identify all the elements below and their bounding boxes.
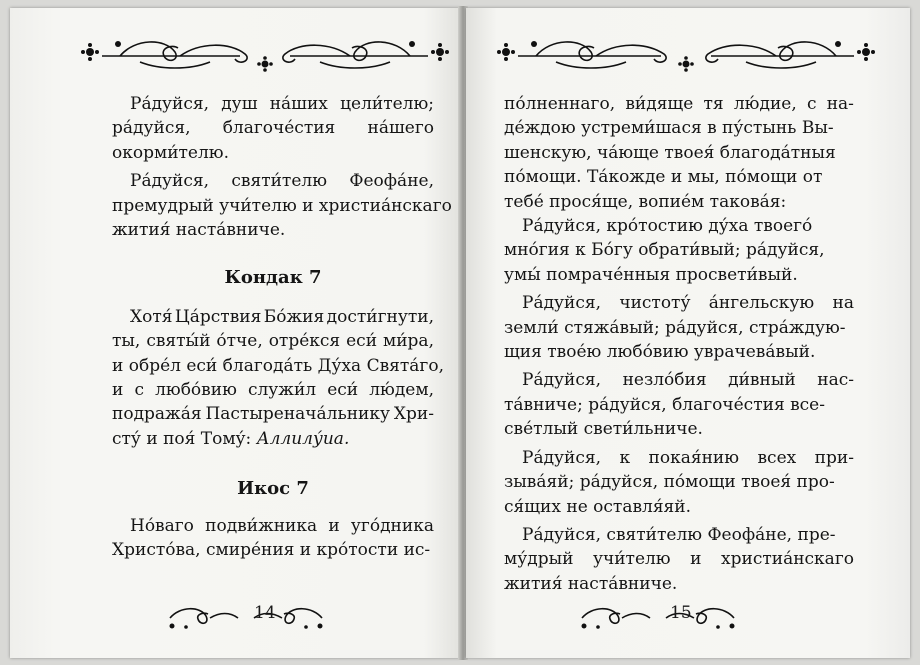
text-line: по́лненнаго, ви́дяще тя лю́дие, с на- — [504, 94, 854, 114]
text-line: жития́ наста́вниче. — [504, 573, 678, 594]
alleluia-text: Аллилу́иа. — [256, 428, 350, 449]
text-line: та́вниче; ра́дуйся, благоче́стия все- — [504, 394, 825, 415]
text-line: Но́ваго подви́жника и уго́дника — [130, 515, 434, 536]
text-line: ра́дуйся, благоче́стия на́шего — [112, 118, 434, 139]
text-line: подража́я Пастыренача́льнику Хри- — [112, 404, 434, 425]
text-line: Хотя́ Ца́рствия Бо́жия дости́гнути, — [130, 306, 434, 327]
text-line: окорми́телю. — [112, 142, 229, 163]
text-line: тебе́ прося́ще, вопие́м такова́я: — [504, 191, 787, 212]
left-page — [10, 8, 460, 658]
text-line: по́мощи. Та́кожде и мы, по́мощи от — [504, 167, 823, 188]
text-line: му́дрый учи́телю и христиа́нскаго — [504, 549, 854, 570]
text-line: сту́ и поя́ Тому́: Аллилу́иа. — [112, 428, 350, 449]
ikos-heading: Икос 7 — [237, 478, 309, 500]
text-line: Ра́дуйся, незло́бия ди́вный нас- — [522, 370, 854, 391]
text-line: Христо́ва, смире́ния и кро́тости ис- — [112, 540, 431, 561]
text-line: ты, святы́й о́тче, отре́кся еси́ ми́ра, — [112, 331, 434, 352]
text-line: шенскую, ча́юще твоея́ благода́тныя — [504, 142, 836, 163]
kontakion-heading: Кондак 7 — [224, 267, 322, 289]
page-number: 15 — [670, 603, 692, 623]
floral-footer-ornament-icon — [578, 602, 738, 632]
right-page — [466, 8, 910, 658]
right-page-text — [504, 92, 854, 596]
text-line: мно́гия к Бо́гу обрати́вый; ра́дуйся, — [504, 240, 825, 261]
text-line: Ра́дуйся, чистоту́ а́нгельскую на — [522, 293, 854, 314]
floral-ornament-icon — [80, 34, 450, 74]
text-line: жития́ наста́вниче. — [112, 220, 286, 241]
text-line: зыва́яй; ра́дуйся, по́мощи твоея́ про- — [504, 472, 835, 493]
floral-ornament-icon — [496, 34, 876, 74]
text-line: Ра́дуйся, к покая́нию всех при- — [522, 447, 854, 468]
left-page-text — [112, 92, 452, 563]
text-line: ся́щих не оставля́яй. — [504, 496, 692, 517]
text-line: све́тлый свети́льниче. — [504, 419, 703, 440]
text-line: Ра́дуйся, святи́телю Феофа́не, — [130, 171, 434, 192]
text-line: Ра́дуйся, душ на́ших цели́телю; — [130, 94, 434, 114]
text-line: де́ждою устреми́шася в пу́стынь Вы- — [504, 118, 834, 139]
text-line: Ра́дуйся, святи́телю Феофа́не, пре- — [522, 524, 836, 545]
text-line: щия твое́ю любо́вию уврачева́вый. — [504, 342, 816, 363]
text-line: и обре́л еси́ благода́ть Ду́ха Свята́го, — [112, 355, 444, 376]
text-line: премудрый учи́телю и христиа́нскаго — [112, 195, 452, 216]
page-number: 14 — [254, 603, 276, 623]
text-line: Ра́дуйся, кро́тостию ду́ха твоего́ — [522, 216, 813, 237]
text-line: и с любо́вию служи́л еси́ лю́дем, — [112, 380, 434, 401]
text-line: умы́ помраче́нныя просвети́вый. — [504, 264, 798, 285]
text-line: земли́ стяжа́вый; ра́дуйся, стра́ждую- — [504, 317, 846, 338]
floral-footer-ornament-icon — [166, 602, 326, 632]
